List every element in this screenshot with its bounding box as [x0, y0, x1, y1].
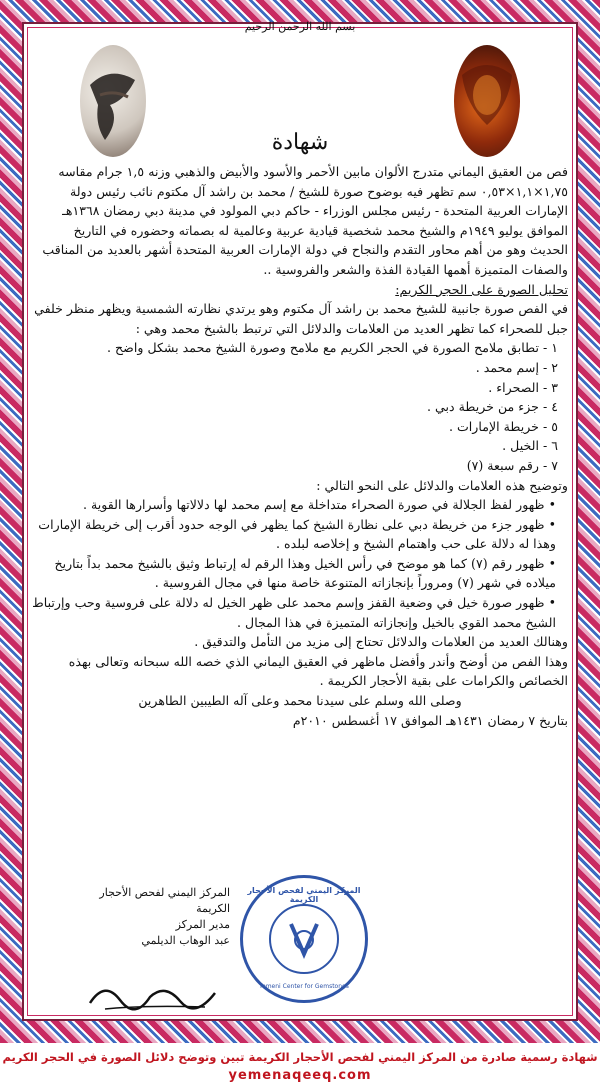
bismillah-heading: بسم الله الرحمن الرحيم: [244, 20, 356, 33]
list-item: ٤ - جزء من خريطة دبي .: [427, 399, 558, 415]
signature-center-name: المركز اليمني لفحص الأحجار الكريمة: [99, 886, 230, 915]
certificate-body: [32, 162, 568, 730]
explain-list: [32, 495, 568, 632]
explain-heading: وتوضيح هذه العلامات والدلائل على النحو التالي :: [316, 477, 568, 493]
certificate-title: شهادة: [271, 130, 329, 155]
handwritten-signature: [85, 975, 225, 1015]
website-link[interactable]: yemenaqeeq.com: [228, 1068, 372, 1083]
stamp-emblem: [269, 904, 339, 974]
list-item: • ظهور رقم (٧) كما هو موضح في رأس الخيل وهذا الرقم له إرتباط وثيق بالشيخ محمد بداً بتاريخ ميلاده في شهر (٧) ومروراً بإنجازاته المتنوعة خاصة منها في مجال الفروسية .: [54, 555, 556, 591]
list-item: ٣ - الصحراء .: [488, 379, 558, 395]
analysis-paragraph: في الفص صورة جانبية للشيخ محمد بن راشد آل مكتوم وهو يرتدي نظارته الشمسية ويظهر منظر خلفي جبل للصحراء كما تظهر العديد من العلامات والدلائل التي ترتبط بالشيخ محمد وهي :: [34, 301, 568, 336]
list-item: ٦ - الخيل .: [502, 438, 558, 454]
signature-name: عبد الوهاب الديلمي: [141, 934, 230, 947]
official-stamp: [240, 875, 368, 1003]
date-line: بتاريخ ٧ رمضان ١٤٣١هـ الموافق ١٧ أغسطس ٢٠١٠م: [292, 712, 568, 728]
list-item: • ظهور لفظ الجلالة في صورة الصحراء متداخلة مع إسم محمد لها دلالاتها وأسرارها القوية .: [82, 497, 556, 513]
list-item: ٧ - رقم سبعة (٧): [466, 457, 558, 473]
list-item: • ظهور جزء من خريطة دبي على نظارة الشيخ كما يظهر في الوجه حدود أقرب إلى خريطة الإمارات وهذا له دلالة على حب واهتمام الشيخ و إخلاصه لبلده .: [38, 516, 556, 552]
list-item: • ظهور صورة خيل في وضعية القفز وإسم محمد على ظهر الخيل له دلالة على فروسية وحب وإرتباط الشيخ محمد القوي بالخيل وإنجازاته المتميزة في هذا المجال .: [32, 595, 556, 630]
analysis-heading: تحليل الصورة على الحجر الكريم:: [395, 281, 568, 297]
prayer-line: وصلى الله وسلم على سيدنا محمد وعلى آله الطيبين الطاهرين: [138, 693, 462, 709]
signs-list: [32, 338, 568, 475]
signature-role: مدير المركز: [175, 918, 230, 931]
closing-paragraph-1: وهنالك العديد من العلامات والدلائل تحتاج إلى مزيد من التأمل والتدقيق .: [194, 634, 568, 650]
list-item: ٥ - خريطة الإمارات .: [448, 418, 558, 434]
image-caption: شهادة رسمية صادرة من المركز اليمني لفحص الأحجار الكريمة تبين وتوضح دلائل الصورة في الحجر الكريم: [2, 1050, 598, 1064]
signature-block: [70, 885, 230, 949]
stamp-subtext: Yemeni Center for Gemstones: [259, 983, 349, 990]
list-item: ١ - تطابق ملامح الصورة في الحجر الكريم مع ملامح وصورة الشيخ محمد بشكل واضح .: [107, 340, 558, 356]
closing-paragraph-2: وهذا الفص من أوضح وأندر وأفضل ماظهر في العقيق اليماني الذي خصه الله سبحانه وتعالى بهذه الخصائص والكرامات على بقية الأحجار الكريمة .: [68, 653, 568, 689]
intro-paragraph: فص من العقيق اليماني متدرج الألوان مابين الأحمر والأسود والأبيض والذهبي وزنه ١,٥ جرام مقاسه ١,٧٥×١,١×٠,٥٣ سم تظهر فيه بوضوح صورة للشيخ / محمد بن راشد آل مكتوم نائب رئيس دولة الإمارات العربية المتحدة - رئيس مجلس الوزراء - حاكم دبي المولود في مدينة دبي رمضان ١٣٦٨هـ الموافق يوليو ١٩٤٩م والشيخ محمد شخصية قيادية عربية وعالمية له بصماته وحضوره في التاريخ الحديث وهو من أهم محاور التقدم والنجاح في دولة الإمارات العربية المتحدة أشهر بالعديد من المناقب والصفات المتميزة أهمها القيادة الفذة والشعر والفروسية ..: [42, 164, 568, 277]
list-item: ٢ - إسم محمد .: [475, 359, 558, 375]
stamp-text: المركز اليمني لفحص الأحجار الكريمة: [247, 886, 361, 904]
